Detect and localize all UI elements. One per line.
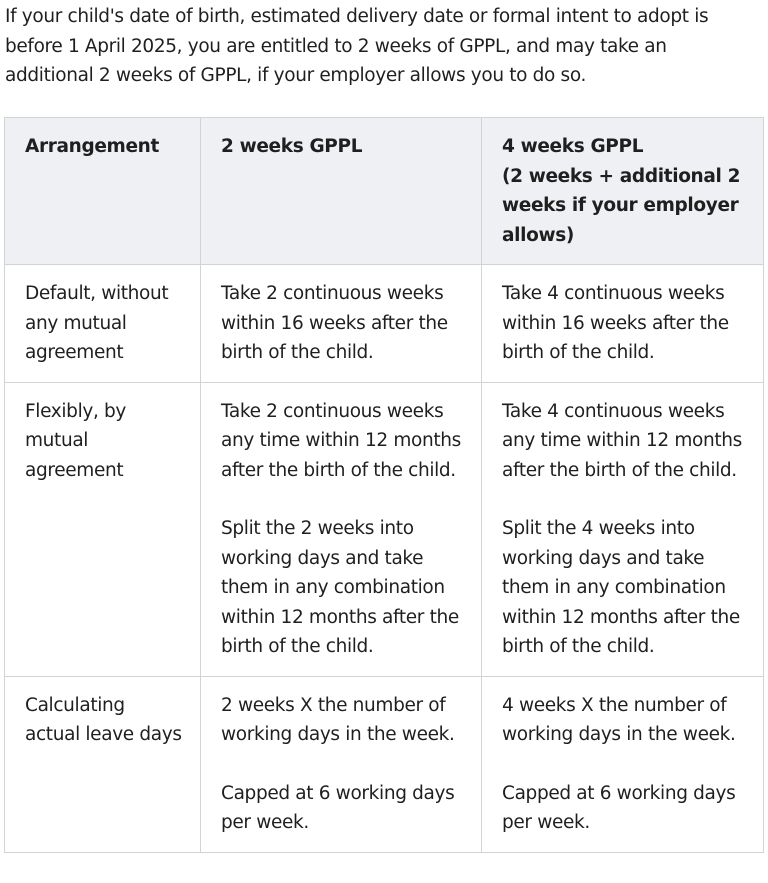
header-subline: (2 weeks + additional 2 weeks if your employer allows) [502, 165, 741, 246]
cell-2-weeks [201, 676, 482, 852]
cell-4-weeks [482, 382, 764, 676]
header-arrangement [5, 118, 201, 265]
cell-paragraph: Split the 2 weeks into working days and take them in any combination within 12 months after the birth of the child. [221, 518, 459, 657]
table-header-row [5, 118, 764, 265]
table-row [5, 265, 764, 383]
table-row [5, 382, 764, 676]
header-2-weeks-gppl [201, 118, 482, 265]
header-line: 2 weeks GPPL [221, 136, 363, 157]
row-label: Calculating actual leave days [5, 676, 201, 852]
intro-paragraph: If your child's date of birth, estimated delivery date or formal intent to adopt is before 1 April 2025, you are entitled to 2 weeks of GPPL, and may take an additional 2 weeks of GPPL, if your employer allows you to do so. [5, 6, 709, 86]
gppl-table [4, 117, 764, 853]
cell-paragraph: Take 4 continuous weeks within 16 weeks after the birth of the child. [502, 283, 729, 363]
row-label: Default, without any mutual agreement [5, 265, 201, 383]
header-4-weeks-gppl [482, 118, 764, 265]
cell-paragraph: 4 weeks X the number of working days in the week. [502, 694, 736, 745]
cell-paragraph: Split the 4 weeks into working days and take them in any combination within 12 months after the birth of the child. [502, 518, 740, 657]
cell-paragraph: Capped at 6 working days per week. [221, 782, 455, 833]
cell-paragraph: 2 weeks X the number of working days in the week. [221, 694, 455, 745]
cell-2-weeks [201, 382, 482, 676]
row-label: Flexibly, by mutual agreement [5, 382, 201, 676]
cell-4-weeks [482, 676, 764, 852]
cell-paragraph: Take 2 continuous weeks within 16 weeks after the birth of the child. [221, 283, 448, 363]
header-line: 4 weeks GPPL [502, 136, 644, 157]
cell-4-weeks [482, 265, 764, 383]
cell-2-weeks [201, 265, 482, 383]
header-line: Arrangement [25, 136, 159, 157]
cell-paragraph: Take 4 continuous weeks any time within 12 months after the birth of the child. [502, 400, 742, 481]
table-row [5, 676, 764, 852]
cell-paragraph: Take 2 continuous weeks any time within 12 months after the birth of the child. [221, 400, 461, 481]
cell-paragraph: Capped at 6 working days per week. [502, 782, 736, 833]
